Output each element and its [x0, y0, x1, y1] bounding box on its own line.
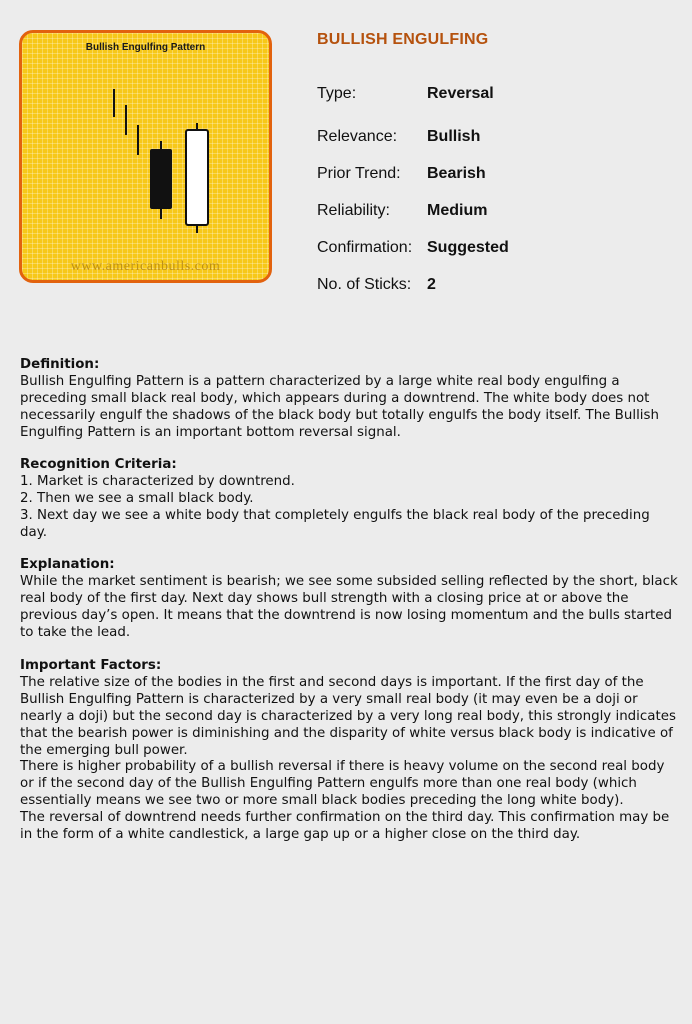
info-label: Reliability: [317, 202, 390, 219]
pattern-name-heading: BULLISH ENGULFING [317, 31, 489, 48]
definition-text: Bullish Engulfing Pattern is a pattern characterized by a large white real body engulfing a preceding small black real body, which appears during a downtrend. The white body does not necessarily engulf the shadows of the black body but totally engulfs the body itself. The Bullish Engulfing Pattern is an important bottom reversal signal. [20, 373, 659, 440]
info-value: Medium [427, 202, 488, 219]
info-label: No. of Sticks: [317, 276, 412, 293]
definition-heading: Definition: [20, 357, 100, 372]
explanation-text: While the market sentiment is bearish; we see some subsided selling reflected by the short, black real body of the first day. Next day shows bull strength with a closing price at or above the previous day’s open. It means that the downtrend is now losing momentum and the bulls started to take the lead. [20, 573, 678, 640]
recognition-heading: Recognition Criteria: [20, 457, 177, 472]
factors-paragraph: The reversal of downtrend needs further confirmation on the third day. This confirmation may be in the form of a white candlestick, a large gap up or a higher close on the third day. [20, 810, 670, 843]
info-value: Reversal [427, 85, 494, 102]
pattern-illustration [19, 30, 272, 283]
factors-heading: Important Factors: [20, 658, 162, 673]
definition-section [20, 357, 680, 442]
white-candle-body [186, 130, 208, 225]
info-value: Bullish [427, 128, 481, 145]
info-value: Suggested [427, 239, 509, 256]
candlestick-chart [22, 33, 269, 280]
watermark: www.americanbulls.com [70, 259, 221, 274]
info-label: Prior Trend: [317, 165, 401, 182]
list-item: 1. Market is characterized by downtrend. [20, 473, 295, 489]
black-candle-body [150, 149, 172, 209]
recognition-section [20, 457, 680, 542]
factors-paragraph: There is higher probability of a bullish reversal if there is heavy volume on the second real body or if the second day of the Bullish Engulfing Pattern engulfs more than one real body (which essentially means we see two or more small black bodies preceding the long white body). [20, 759, 665, 809]
factors-paragraph: The relative size of the bodies in the first and second days is important. If the first day of the Bullish Engulfing Pattern is characterized by a very small real body (it may even be a doji or nearly a doji) but the second day is characterized by a very long real body, this strongly indicates that the bearish power is diminishing and the disparity of white versus black body is indicative of the emerging bull power. [20, 674, 676, 758]
info-value: 2 [427, 276, 436, 293]
factors-section [20, 658, 680, 844]
info-label: Relevance: [317, 128, 398, 145]
pattern-illustration-title: Bullish Engulfing Pattern [85, 42, 206, 53]
list-item: 2. Then we see a small black body. [20, 490, 254, 506]
list-item: 3. Next day we see a white body that completely engulfs the black real body of the preceding day. [20, 507, 650, 540]
explanation-heading: Explanation: [20, 557, 115, 572]
info-value: Bearish [427, 165, 486, 182]
explanation-section [20, 557, 680, 642]
info-label: Confirmation: [317, 239, 413, 256]
info-label: Type: [317, 85, 357, 102]
